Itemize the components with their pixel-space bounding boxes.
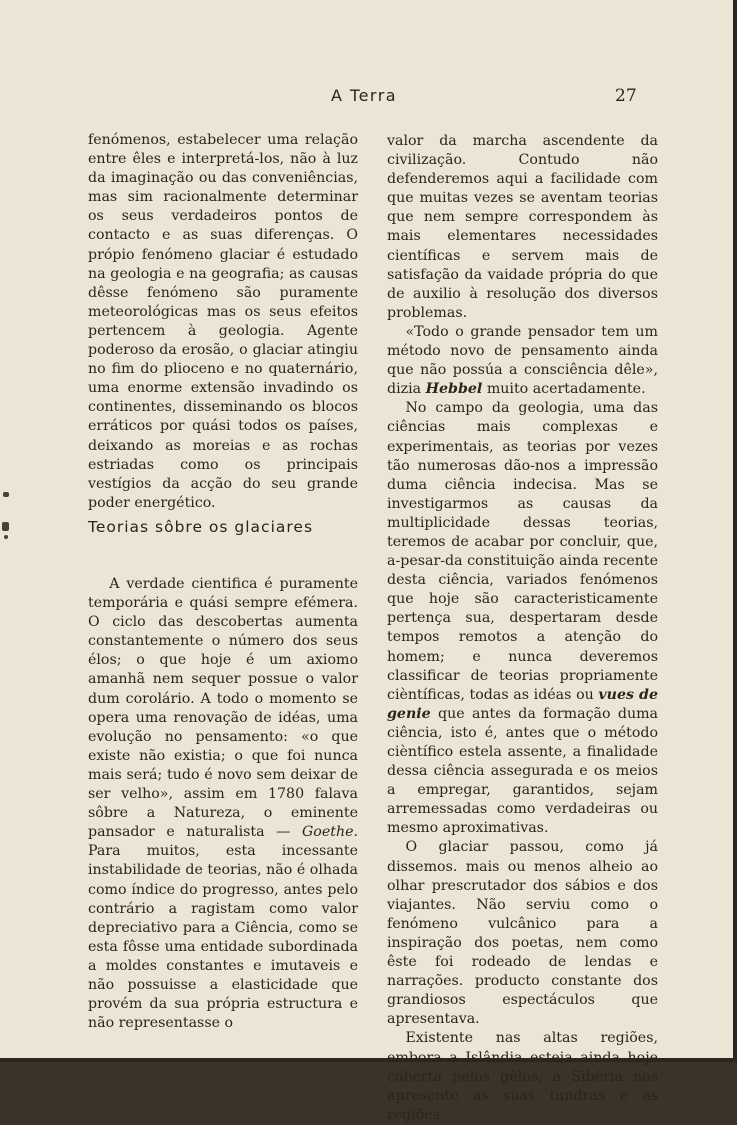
left-paragraph-2-text-a: A verdade cientifica é puramente temporária e quási sempre efémera. O ciclo das descobertas aumenta constantemente o número dos seus élos; o que hoje é um axiomo amanhã nem sequer possue o valor dum corolário. A todo o momento se opera uma renovação de idéas, uma evolução no pensamento: «o que existe não existia; o que foi nunca mais será; tudo é novo sem deixar de ser velho», assim em 1780 falava sôbre a Natureza, o eminente pansador e naturalista — (88, 576, 358, 841)
left-paragraph-2 (88, 575, 358, 1033)
term-vues-de-genie: vues de genie (387, 686, 658, 722)
right-paragraph-2-text-b: muito acertadamente. (482, 381, 646, 398)
right-paragraph-1: valor da marcha ascendente da civilização. Contudo não defenderemos aqui a facilidade com que muitas vezes se aventam teorias que nem sempre correspondem às mais elementares necessidades científicas e servem mais de satisfação da vaidade própria do que de auxilio à resolução dos diversos problemas. (387, 133, 658, 321)
author-name-goethe: Goethe. (301, 824, 358, 841)
scan-mark-3 (4, 535, 8, 539)
section-heading: Teorias sôbre os glaciares (88, 518, 314, 536)
right-paragraph-2-text-a: «Todo o grande pensador tem um método novo de pensamento ainda que não possúa a consciência dêle», dizia (387, 323, 658, 398)
scan-mark-2 (2, 522, 9, 531)
author-name-hebbel: Hebbel (425, 381, 483, 398)
running-title: A Terra (331, 86, 398, 105)
left-paragraph-1: fenómenos, estabelecer uma relação entre êles e interpretá-los, não à luz da imaginação ou das conveniências, mas sim racionalmente determinar os seus verdadeiros pontos de contacto e as suas diferenças. O própio fenómeno glaciar é estudado na geologia e na geografia; as causas dêsse fenómeno são puramente meteorológicas mas os seus efeitos pertencem à geologia. Agente poderoso da erosão, o glaciar atingiu no fim do plioceno e no quaternário, uma enorme extensão invadindo os continentes, disseminando os blocos erráticos por quási todos os países, deixando as moreias e as rochas estriadas como os principais vestígios da acção do seu grande poder energético. (88, 132, 358, 511)
right-paragraph-4: O glaciar passou, como já dissemos. mais ou menos alheio ao olhar prescrutador dos sábios e dos viajantes. Não serviu como o fenómeno vulcânico para a inspiração dos poetas, nem como êste foi rodeado de lendas e narrações. producto constante dos grandiosos espectáculos que apresentava. (387, 839, 658, 1028)
right-column (387, 132, 658, 1125)
right-paragraph-3-text-b: que antes da formação duma ciência, isto é, antes que o método cièntífico estela assente, a finalidade dessa ciência assegurada e os meios a empregar, garantidos, sejam arremessadas como verdadeiras ou mesmo aproximativas. (387, 705, 658, 837)
left-column-bottom (88, 575, 358, 1033)
left-paragraph-2-text-b: Para muitos, esta incessante instabilidade de teorias, não é olhada como índice do progresso, antes pelo contrário a ragistam como valor depreciativo para a Ciência, como se esta fôsse uma entidade subordinada a moldes constantes e imutaveis e não possuisse a elasticidade que provém da sua própria estructura e não representasse o (88, 843, 358, 1032)
scan-mark-1 (3, 492, 9, 497)
left-column-top (88, 131, 358, 513)
page-number: 27 (615, 86, 637, 106)
right-paragraph-3 (387, 399, 658, 838)
right-paragraph-5: Existente nas altas regiões, embora a Islândia esteja ainda hoje coberta pelos gêlos, a Sibéria nos apresente as suas tundras e as regiões (387, 1030, 658, 1123)
right-paragraph-3-text-a: No campo da geologia, uma das ciências mais complexas e experimentais, as teorias por vezes tão numerosas dão-nos a impressão duma ciência indecisa. Mas se investigarmos as causas da multiplicidade dessas teorias, teremos de acabar por concluir, que, a-pesar-da constituição ainda recente desta ciência, variados fenómenos que hoje são caracteristicamente pertença sua, despertaram desde tempos remotos a atenção do homem; e nunca deveremos classificar de teorias propriamente cièntíficas, todas as idéas ou (387, 400, 659, 703)
right-paragraph-2 (387, 323, 658, 399)
